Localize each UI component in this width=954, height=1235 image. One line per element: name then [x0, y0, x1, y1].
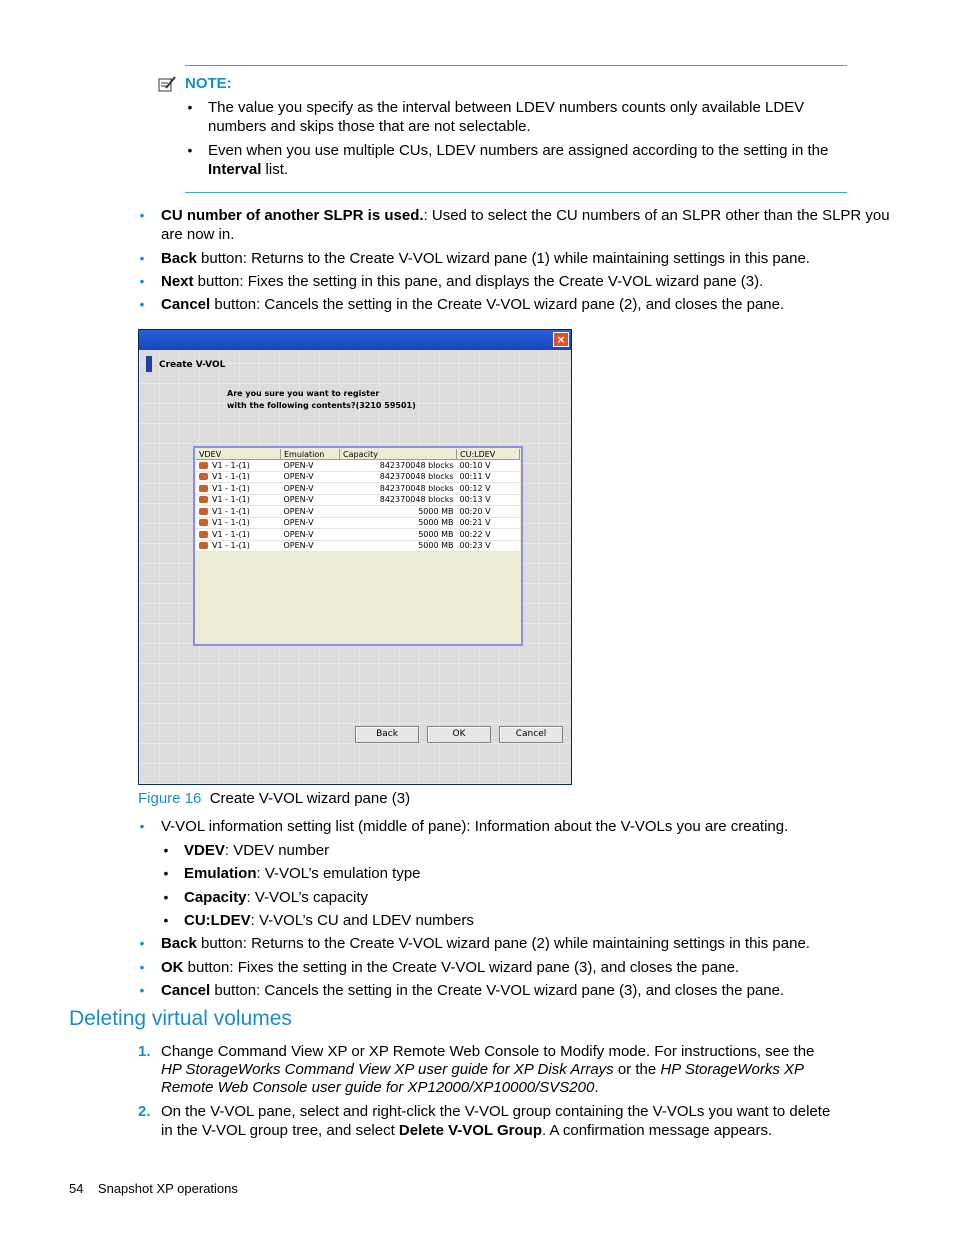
list1-item-1-line-2: are now in.	[161, 226, 235, 243]
list-bullet: •	[139, 935, 145, 951]
note-item-2-line-2	[208, 160, 288, 179]
dialog-title-bar	[139, 330, 571, 350]
dialog-message	[227, 388, 416, 412]
cell-cu-ldev-text: 00:13 V	[459, 495, 491, 505]
cell-cu-ldev	[457, 460, 520, 472]
list1-item-1-term: CU number of another SLPR is used.	[161, 207, 424, 224]
cell-emulation	[281, 483, 340, 495]
cell-emulation-text: OPEN-V	[283, 472, 314, 482]
sub-item-emulation-text: : V-VOL’s emulation type	[256, 865, 421, 882]
sub-bullet: •	[163, 889, 169, 905]
cell-emulation	[281, 506, 340, 518]
figure-caption	[138, 789, 410, 808]
note-bullet: •	[187, 99, 193, 115]
cell-capacity-text: 5000 MB	[418, 541, 454, 551]
cell-emulation	[281, 494, 340, 506]
cell-emulation	[281, 529, 340, 541]
step-1-connector: or the	[613, 1061, 661, 1078]
cell-vdev	[196, 471, 281, 483]
step-2-text: in the V-VOL group tree, and select	[161, 1122, 399, 1139]
dialog-body	[139, 350, 571, 784]
list2-item-ok-term: OK	[161, 959, 184, 976]
cell-cu-ldev	[457, 529, 520, 541]
cell-cu-ldev	[457, 517, 520, 529]
note-item-1-line-1: The value you specify as the interval between LDEV numbers counts only available LDEV	[208, 99, 805, 116]
cell-emulation-text: OPEN-V	[283, 529, 314, 539]
cell-cu-ldev-text: 00:20 V	[459, 506, 491, 516]
section-heading: Deleting virtual volumes	[69, 1007, 292, 1030]
table-row[interactable]	[196, 460, 520, 472]
list2-item-back-term: Back	[161, 935, 197, 952]
cell-capacity-text: 842370048 blocks	[379, 460, 454, 470]
cell-cu-ldev-text: 00:10 V	[459, 460, 491, 470]
cell-vdev-text: V1 - 1-(1)	[212, 495, 250, 505]
volume-icon	[199, 531, 208, 538]
volume-icon	[199, 542, 208, 549]
note-bottom-rule	[185, 192, 847, 193]
step-1-period: .	[594, 1079, 599, 1096]
column-header-cu-ldev[interactable]: CU:LDEV	[457, 449, 520, 460]
rwc-guide-title-start: HP StorageWorks XP	[660, 1061, 805, 1078]
cell-capacity-text: 842370048 blocks	[379, 483, 454, 493]
sub-item-capacity-term: Capacity	[184, 889, 247, 906]
figure-label: Figure 16	[138, 790, 202, 807]
cell-cu-ldev-text: 00:12 V	[459, 483, 491, 493]
list1-item-3-text: button: Fixes the setting in this pane, and displays the Create V-VOL wizard pane (3).	[193, 273, 764, 290]
step-2-tail: . A confirmation message appears.	[542, 1122, 773, 1139]
sub-item-cu-ldev-text: : V-VOL’s CU and LDEV numbers	[250, 912, 474, 929]
cell-capacity-text: 5000 MB	[418, 518, 454, 528]
cell-capacity-text: 842370048 blocks	[379, 495, 454, 505]
list-bullet: •	[139, 818, 145, 834]
table-row[interactable]	[196, 483, 520, 495]
cell-emulation-text: OPEN-V	[283, 483, 314, 493]
sub-item-emulation-term: Emulation	[184, 865, 257, 882]
list1-item-3-term: Next	[161, 273, 194, 290]
sub-item-vdev	[184, 841, 329, 860]
cell-vdev	[196, 460, 281, 472]
sub-item-capacity	[184, 888, 368, 907]
cell-vdev	[196, 483, 281, 495]
note-item-2-tail: list.	[261, 161, 289, 178]
sub-item-vdev-text: : VDEV number	[224, 842, 330, 859]
note-pencil-icon	[158, 76, 176, 92]
cell-cu-ldev	[457, 483, 520, 495]
list1-item-1-text: : Used to select the CU numbers of an SLPR other than the SLPR you	[423, 207, 890, 224]
cell-capacity	[340, 540, 457, 552]
cell-cu-ldev-text: 00:11 V	[459, 472, 491, 482]
step-2-line-2	[161, 1121, 772, 1140]
cell-capacity	[340, 460, 457, 472]
volume-icon	[199, 462, 208, 469]
cell-emulation-text: OPEN-V	[283, 541, 314, 551]
cell-emulation	[281, 471, 340, 483]
table-row[interactable]	[196, 540, 520, 552]
list2-item-cancel	[161, 981, 784, 1000]
close-icon[interactable]: ×	[553, 332, 569, 347]
table-row[interactable]	[196, 517, 520, 529]
cell-capacity-text: 5000 MB	[418, 506, 454, 516]
sub-bullet: •	[163, 912, 169, 928]
sub-bullet: •	[163, 865, 169, 881]
list2-item-cancel-text: button: Cancels the setting in the Create V-VOL wizard pane (3), and closes the pane.	[210, 982, 785, 999]
cell-cu-ldev-text: 00:23 V	[459, 541, 491, 551]
list2-item-cancel-term: Cancel	[161, 982, 211, 999]
cell-emulation-text: OPEN-V	[283, 506, 314, 516]
sub-item-vdev-term: VDEV	[184, 842, 225, 859]
step-1-line-1: Change Command View XP or XP Remote Web Console to Modify mode. For instructions, see the	[161, 1043, 815, 1060]
cell-cu-ldev-text: 00:21 V	[459, 518, 491, 528]
figure-title: Create V-VOL wizard pane (3)	[209, 790, 411, 807]
cell-capacity-text: 5000 MB	[418, 529, 454, 539]
footer-title: Snapshot XP operations	[97, 1181, 238, 1196]
create-vvol-dialog	[138, 329, 572, 785]
page-number: 54	[69, 1181, 84, 1196]
cell-cu-ldev	[457, 540, 520, 552]
cell-vdev-text: V1 - 1-(1)	[212, 483, 250, 493]
sub-item-emulation	[184, 864, 421, 883]
cell-emulation-text: OPEN-V	[283, 518, 314, 528]
volume-icon	[199, 508, 208, 515]
cell-cu-ldev	[457, 471, 520, 483]
list-bullet: •	[139, 207, 145, 223]
list-bullet: •	[139, 296, 145, 312]
cv-xp-guide-title: HP StorageWorks Command View XP user guide for XP Disk Arrays	[161, 1061, 614, 1078]
vvol-table-frame	[193, 446, 523, 646]
cell-cu-ldev-text: 00:22 V	[459, 529, 491, 539]
cell-capacity	[340, 517, 457, 529]
dialog-message-line-1: Are you sure you want to register	[227, 389, 380, 398]
list2-intro: V-VOL information setting list (middle of pane): Information about the V-VOLs you are creating.	[161, 818, 789, 835]
list-bullet: •	[139, 959, 145, 975]
table-row[interactable]	[196, 471, 520, 483]
list1-item-1	[161, 206, 890, 225]
volume-icon	[199, 519, 208, 526]
list1-item-2-text: button: Returns to the Create V-VOL wizard pane (1) while maintaining settings in this pane.	[196, 250, 810, 267]
note-top-rule	[185, 65, 847, 66]
page-footer	[69, 1181, 238, 1197]
table-header-row	[196, 449, 520, 460]
dialog-message-line-2: with the following contents?(3210 59501)	[227, 401, 416, 410]
ok-button[interactable]: OK	[427, 726, 491, 743]
list1-item-2-term: Back	[161, 250, 197, 267]
delete-vvol-group-term: Delete V-VOL Group	[398, 1122, 543, 1139]
cell-capacity	[340, 529, 457, 541]
cell-vdev	[196, 529, 281, 541]
cell-capacity	[340, 494, 457, 506]
note-item-1-line-2: numbers and skips those that are not selectable.	[208, 118, 531, 135]
list2-item-back	[161, 934, 810, 953]
list2-item-ok	[161, 958, 739, 977]
note-label: NOTE:	[185, 75, 232, 92]
back-button[interactable]: Back	[355, 726, 419, 743]
cell-emulation	[281, 517, 340, 529]
cell-capacity-text: 842370048 blocks	[379, 472, 454, 482]
cell-vdev-text: V1 - 1-(1)	[212, 541, 250, 551]
list1-item-2	[161, 249, 810, 268]
cell-capacity	[340, 506, 457, 518]
interval-term: Interval	[208, 161, 262, 178]
cell-vdev-text: V1 - 1-(1)	[212, 518, 250, 528]
note-bullet: •	[187, 142, 193, 158]
sub-bullet: •	[163, 842, 169, 858]
cell-vdev-text: V1 - 1-(1)	[212, 529, 250, 539]
step-2-line-1: On the V-VOL pane, select and right-click the V-VOL group containing the V-VOLs you want to delete	[161, 1103, 831, 1120]
cell-emulation-text: OPEN-V	[283, 460, 314, 470]
volume-icon	[199, 473, 208, 480]
cell-vdev-text: V1 - 1-(1)	[212, 472, 250, 482]
note-item-2-line-1: Even when you use multiple CUs, LDEV numbers are assigned according to the setting in the	[208, 142, 829, 159]
volume-icon	[199, 485, 208, 492]
dialog-title: Create V-VOL	[159, 360, 226, 370]
list1-item-4-term: Cancel	[161, 296, 211, 313]
rwc-guide-title-end: Remote Web Console user guide for XP12000/XP10000/SVS200	[161, 1079, 595, 1096]
step-1-line-3	[161, 1078, 599, 1097]
cell-cu-ldev	[457, 494, 520, 506]
cell-vdev	[196, 517, 281, 529]
table-row[interactable]	[196, 506, 520, 518]
step-1-line-2	[161, 1060, 804, 1079]
column-header-capacity[interactable]: Capacity	[340, 449, 457, 460]
cell-capacity	[340, 483, 457, 495]
sub-item-capacity-text: : V-VOL’s capacity	[246, 889, 368, 906]
cell-emulation-text: OPEN-V	[283, 495, 314, 505]
list-bullet: •	[139, 250, 145, 266]
table-row[interactable]	[196, 494, 520, 506]
title-marker	[146, 356, 152, 372]
cell-vdev-text: V1 - 1-(1)	[212, 506, 250, 516]
vvol-table	[196, 449, 520, 552]
cell-vdev	[196, 540, 281, 552]
column-header-vdev[interactable]: VDEV	[196, 449, 281, 460]
cancel-button[interactable]: Cancel	[499, 726, 563, 743]
cell-vdev	[196, 506, 281, 518]
list1-item-3	[161, 272, 763, 291]
list-bullet: •	[139, 273, 145, 289]
sub-item-cu-ldev-term: CU:LDEV	[184, 912, 251, 929]
cell-vdev	[196, 494, 281, 506]
volume-icon	[199, 496, 208, 503]
cell-emulation	[281, 460, 340, 472]
cell-capacity	[340, 471, 457, 483]
list-bullet: •	[139, 982, 145, 998]
sub-item-cu-ldev	[184, 911, 474, 930]
table-row[interactable]	[196, 529, 520, 541]
list2-item-ok-text: button: Fixes the setting in the Create V-VOL wizard pane (3), and closes the pane.	[183, 959, 740, 976]
list1-item-4-text: button: Cancels the setting in the Create V-VOL wizard pane (2), and closes the pane.	[210, 296, 785, 313]
column-header-emulation[interactable]: Emulation	[281, 449, 340, 460]
step-1-number: 1.	[138, 1043, 151, 1060]
cell-cu-ldev	[457, 506, 520, 518]
list2-item-back-text: button: Returns to the Create V-VOL wizard pane (2) while maintaining settings in this pane.	[196, 935, 810, 952]
cell-vdev-text: V1 - 1-(1)	[212, 460, 250, 470]
step-2-number: 2.	[138, 1103, 151, 1120]
cell-emulation	[281, 540, 340, 552]
list1-item-4	[161, 295, 784, 314]
